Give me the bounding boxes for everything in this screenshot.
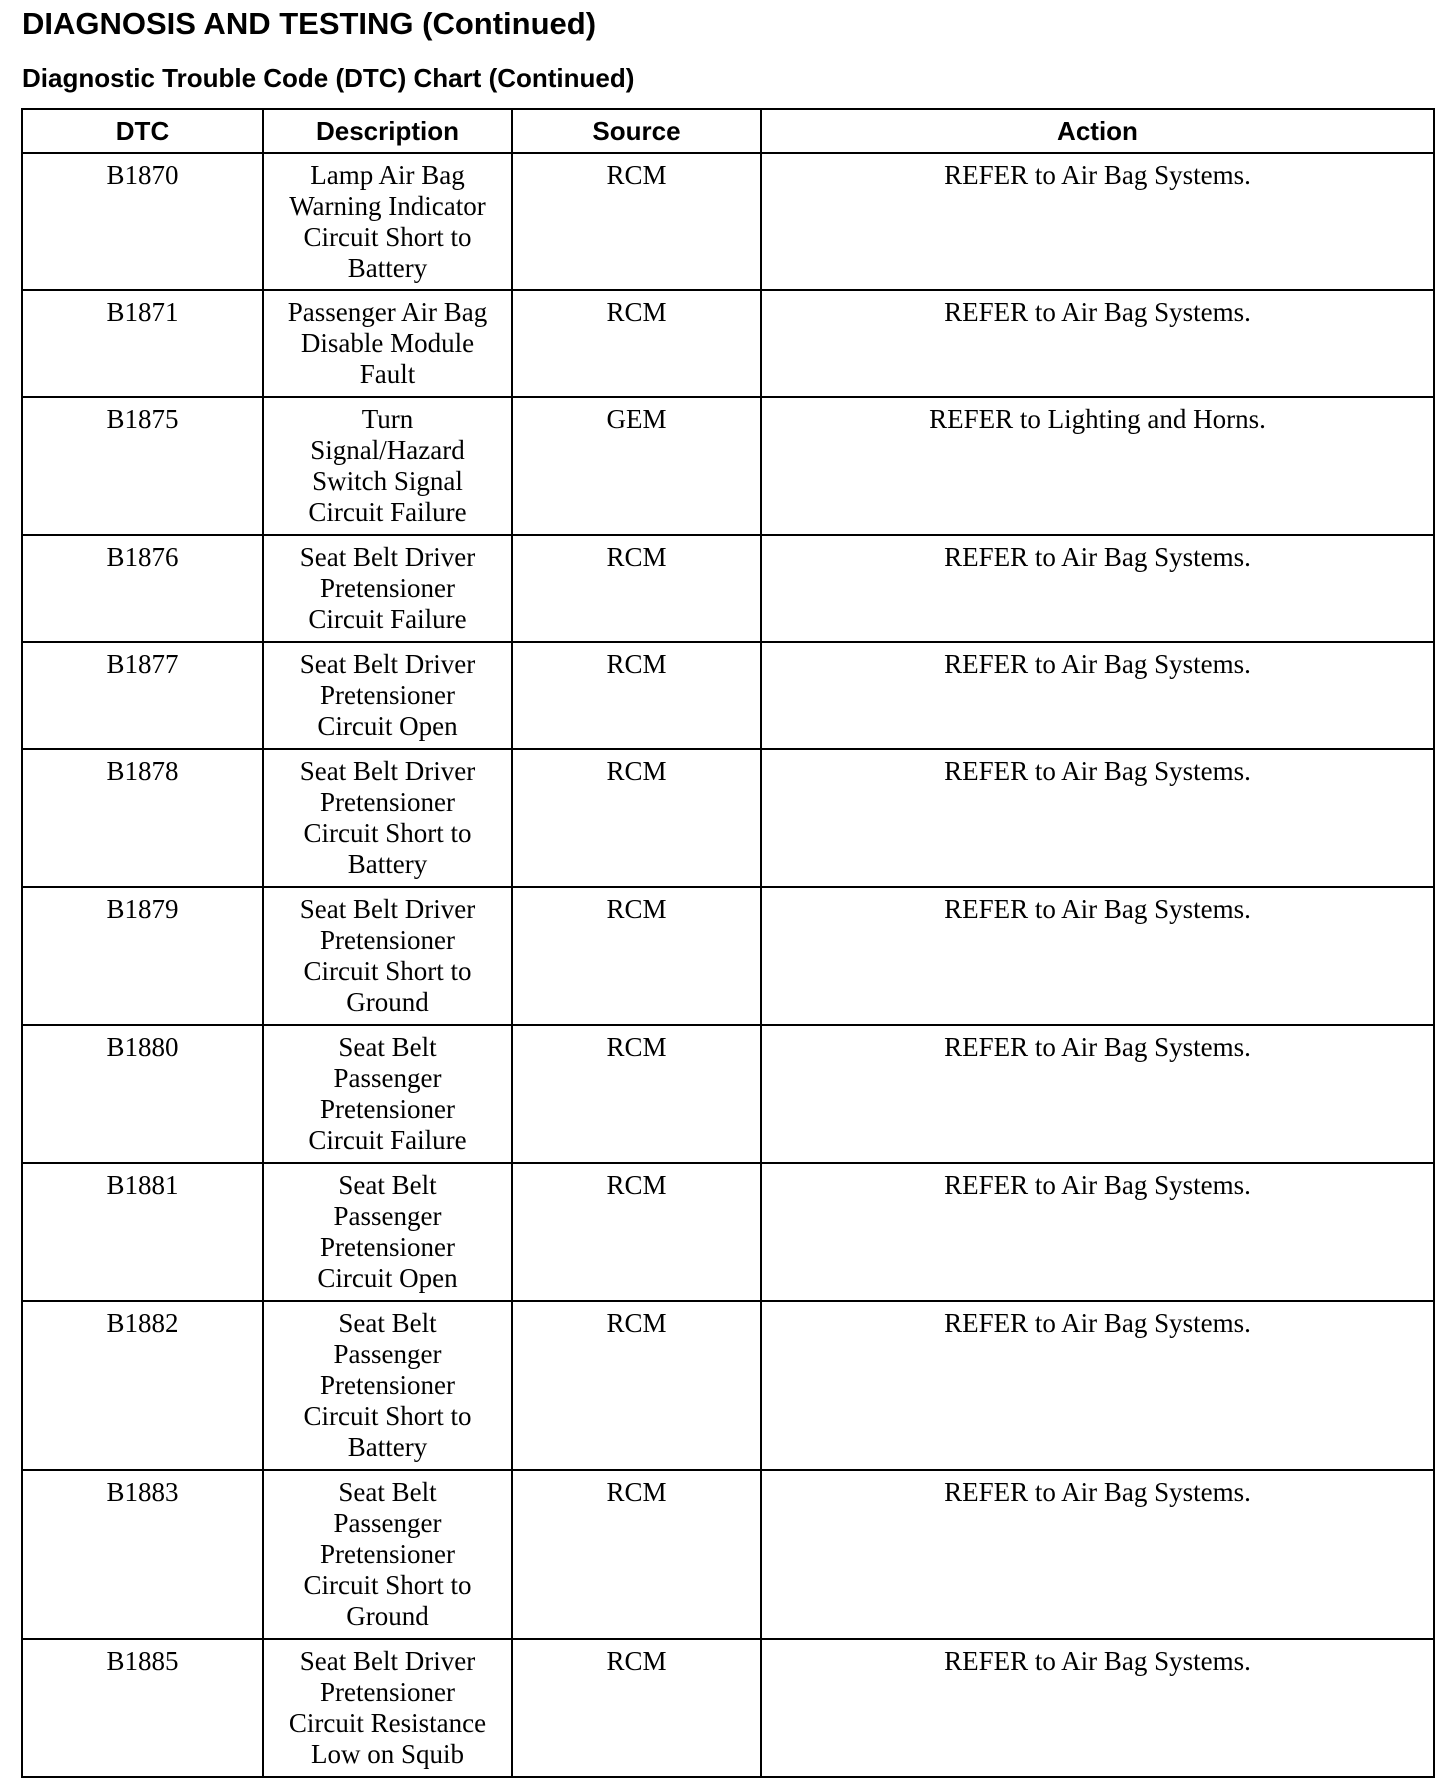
table-row [22, 749, 1434, 887]
action-cell: REFER to Air Bag Systems. [761, 1301, 1434, 1470]
column-header-source: Source [512, 109, 761, 153]
description-line: Passenger [333, 1201, 442, 1231]
description-line: Ground [346, 987, 429, 1017]
description-line: Pretensioner [320, 573, 455, 603]
description-line: Passenger [333, 1339, 442, 1369]
description-line: Fault [359, 359, 416, 389]
description-line: Pretensioner [320, 925, 455, 955]
table-row [22, 1163, 1434, 1301]
column-header-dtc: DTC [22, 109, 263, 153]
description-line: Passenger [333, 1063, 442, 1093]
column-header-description: Description [263, 109, 512, 153]
description-line: Circuit Short to [303, 818, 472, 848]
description-cell [263, 535, 512, 642]
description-line: Pretensioner [320, 1232, 455, 1262]
source-cell: RCM [512, 642, 761, 749]
table-body [22, 153, 1434, 1777]
action-cell: REFER to Air Bag Systems. [761, 642, 1434, 749]
description-cell [263, 642, 512, 749]
source-cell: RCM [512, 1163, 761, 1301]
dtc-code-cell: B1878 [22, 749, 263, 887]
description-line: Passenger Air Bag [287, 297, 488, 327]
description-cell [263, 1025, 512, 1163]
description-line: Low on Squib [310, 1739, 464, 1769]
description-line: Circuit Short to [303, 222, 472, 252]
table-row [22, 397, 1434, 535]
action-cell: REFER to Air Bag Systems. [761, 1163, 1434, 1301]
source-cell: RCM [512, 153, 761, 290]
source-cell: RCM [512, 290, 761, 397]
description-cell [263, 290, 512, 397]
description-line: Seat Belt Driver [299, 756, 476, 786]
dtc-code-cell: B1877 [22, 642, 263, 749]
description-line: Seat Belt Driver [299, 649, 476, 679]
source-cell: RCM [512, 749, 761, 887]
dtc-code-cell: B1885 [22, 1639, 263, 1777]
description-line: Disable Module [300, 328, 475, 358]
description-line: Circuit Failure [308, 604, 467, 634]
table-row [22, 1025, 1434, 1163]
source-cell: GEM [512, 397, 761, 535]
description-line: Circuit Resistance [288, 1708, 487, 1738]
table-row [22, 1639, 1434, 1777]
description-line: Switch Signal [312, 466, 463, 496]
description-line: Battery [347, 253, 428, 283]
description-line: Seat Belt Driver [299, 542, 476, 572]
dtc-code-cell: B1881 [22, 1163, 263, 1301]
dtc-code-cell: B1876 [22, 535, 263, 642]
source-cell: RCM [512, 887, 761, 1025]
source-cell: RCM [512, 1470, 761, 1639]
description-line: Circuit Short to [303, 1401, 472, 1431]
action-cell: REFER to Air Bag Systems. [761, 1025, 1434, 1163]
description-line: Circuit Open [317, 711, 458, 741]
table-row [22, 1470, 1434, 1639]
action-cell: REFER to Air Bag Systems. [761, 153, 1434, 290]
description-line: Seat Belt [338, 1170, 437, 1200]
action-cell: REFER to Air Bag Systems. [761, 749, 1434, 887]
table-header-row [22, 109, 1434, 153]
dtc-code-cell: B1880 [22, 1025, 263, 1163]
source-cell: RCM [512, 1025, 761, 1163]
action-cell: REFER to Air Bag Systems. [761, 535, 1434, 642]
source-cell: RCM [512, 1301, 761, 1470]
dtc-code-cell: B1875 [22, 397, 263, 535]
description-line: Pretensioner [320, 1539, 455, 1569]
description-line: Circuit Short to [303, 956, 472, 986]
description-line: Signal/Hazard [310, 435, 465, 465]
description-cell [263, 1470, 512, 1639]
description-line: Warning Indicator [289, 191, 486, 221]
description-line: Pretensioner [320, 1370, 455, 1400]
description-line: Circuit Short to [303, 1570, 472, 1600]
description-line: Seat Belt Driver [299, 894, 476, 924]
description-line: Ground [346, 1601, 429, 1631]
table-row [22, 153, 1434, 290]
description-line: Turn [361, 404, 414, 434]
action-cell: REFER to Air Bag Systems. [761, 887, 1434, 1025]
description-line: Circuit Failure [308, 1125, 467, 1155]
column-header-action: Action [761, 109, 1434, 153]
dtc-code-cell: B1883 [22, 1470, 263, 1639]
description-line: Pretensioner [320, 1677, 455, 1707]
description-cell [263, 887, 512, 1025]
description-cell [263, 1163, 512, 1301]
dtc-code-cell: B1871 [22, 290, 263, 397]
description-line: Seat Belt [338, 1032, 437, 1062]
description-line: Seat Belt [338, 1308, 437, 1338]
description-line: Seat Belt [338, 1477, 437, 1507]
description-cell [263, 1301, 512, 1470]
description-cell [263, 749, 512, 887]
table-title: Diagnostic Trouble Code (DTC) Chart (Continued) [22, 63, 635, 93]
dtc-code-cell: B1870 [22, 153, 263, 290]
table-row [22, 642, 1434, 749]
description-line: Pretensioner [320, 787, 455, 817]
page-title: DIAGNOSIS AND TESTING (Continued) [22, 6, 597, 41]
description-line: Pretensioner [320, 1094, 455, 1124]
dtc-code-cell: B1882 [22, 1301, 263, 1470]
description-line: Passenger [333, 1508, 442, 1538]
source-cell: RCM [512, 1639, 761, 1777]
description-line: Circuit Open [317, 1263, 458, 1293]
description-cell [263, 153, 512, 290]
action-cell: REFER to Lighting and Horns. [761, 397, 1434, 535]
dtc-code-cell: B1879 [22, 887, 263, 1025]
action-cell: REFER to Air Bag Systems. [761, 290, 1434, 397]
action-cell: REFER to Air Bag Systems. [761, 1639, 1434, 1777]
dtc-chart-table [21, 108, 1435, 1778]
table-row [22, 1301, 1434, 1470]
description-line: Battery [347, 849, 428, 879]
table-row [22, 887, 1434, 1025]
description-line: Battery [347, 1432, 428, 1462]
action-cell: REFER to Air Bag Systems. [761, 1470, 1434, 1639]
description-line: Circuit Failure [308, 497, 467, 527]
description-line: Lamp Air Bag [310, 160, 465, 190]
table-row [22, 290, 1434, 397]
source-cell: RCM [512, 535, 761, 642]
description-cell [263, 397, 512, 535]
description-line: Pretensioner [320, 680, 455, 710]
table-row [22, 535, 1434, 642]
description-line: Seat Belt Driver [299, 1646, 476, 1676]
description-cell [263, 1639, 512, 1777]
